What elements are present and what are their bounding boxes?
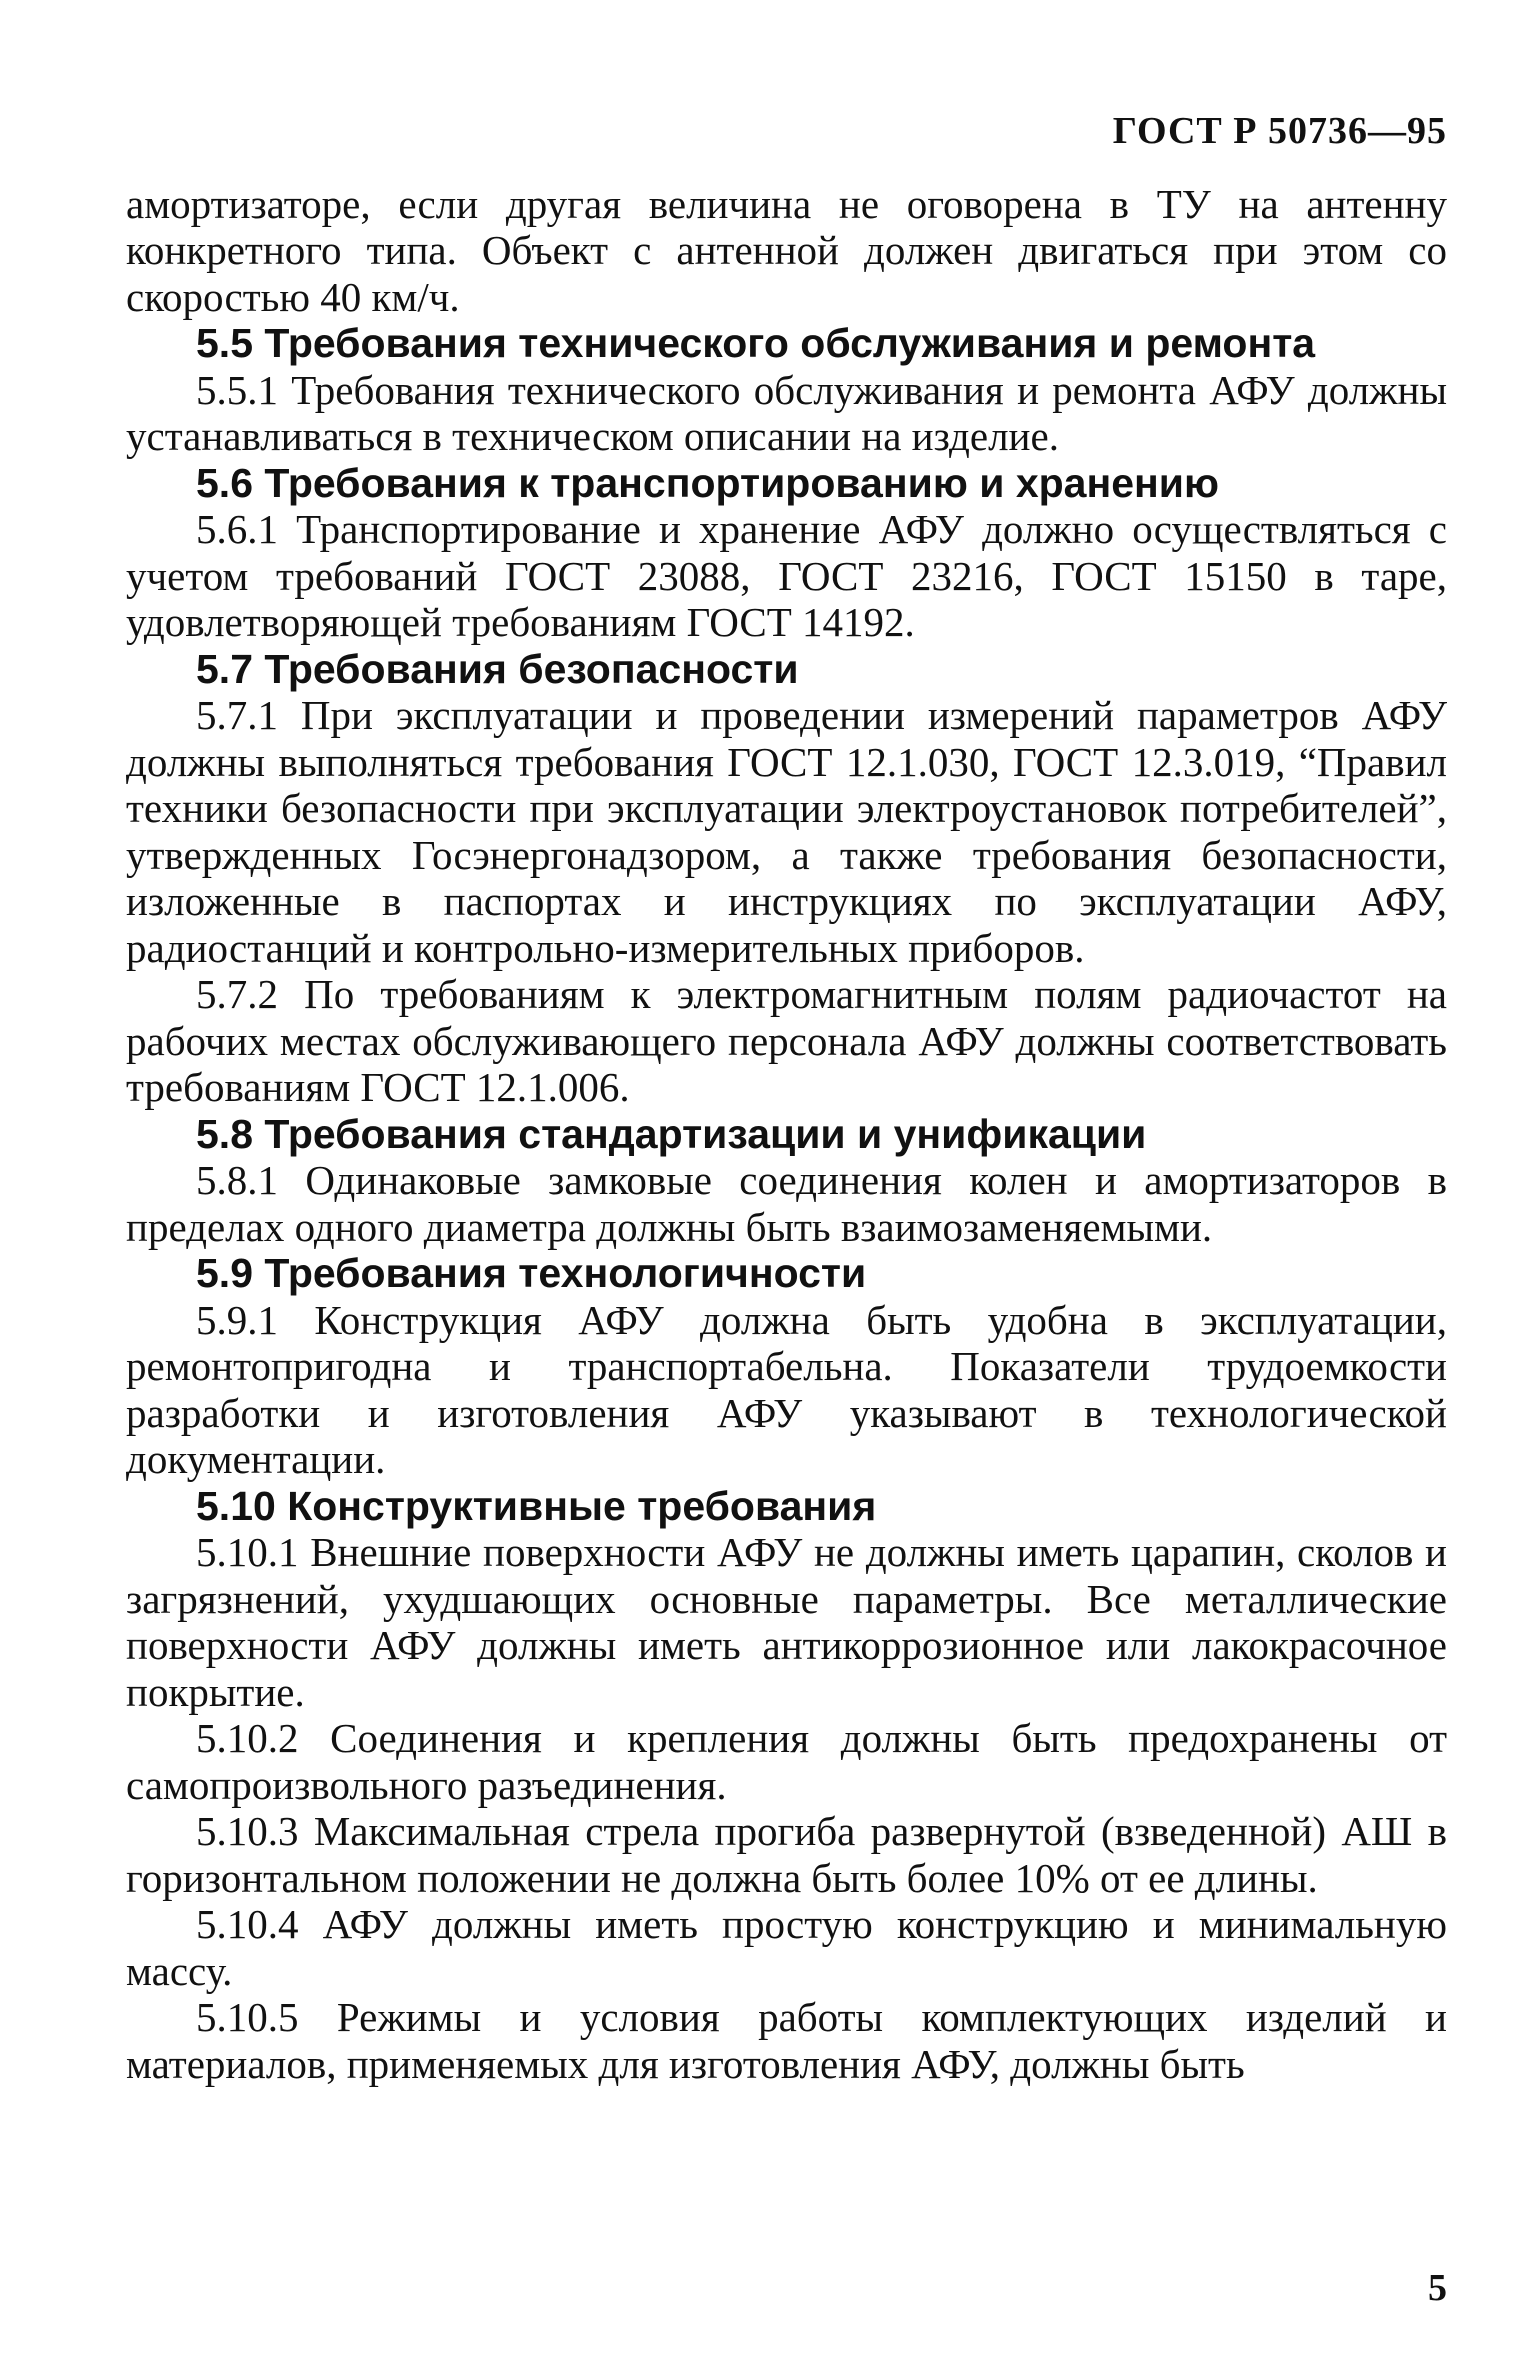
paragraph-5-10-5: 5.10.5 Режимы и условия работы комплектующих изделий и материалов, применяемых для изготовления АФУ, должны быть	[126, 1994, 1447, 2087]
section-heading-5-10: 5.10 Конструктивные требования	[196, 1482, 877, 1529]
document-body	[126, 181, 1447, 2088]
paragraph-5-6-1: 5.6.1 Транспортирование и хранение АФУ должно осуществляться с учетом требований ГОСТ 23088, ГОСТ 23216, ГОСТ 15150 в таре, удовлетворяющей требованиям ГОСТ 14192.	[126, 506, 1447, 645]
paragraph-5-8-1: 5.8.1 Одинаковые замковые соединения колен и амортизаторов в пределах одного диаметра должны быть взаимозаменяемыми.	[126, 1157, 1447, 1250]
section-heading-5-7: 5.7 Требования безопасности	[196, 645, 799, 692]
paragraph-5-7-1: 5.7.1 При эксплуатации и проведении измерений параметров АФУ должны выполняться требования ГОСТ 12.1.030, ГОСТ 12.3.019, “Правил техники безопасности при эксплуатации электроустановок потребителей”, утвержденных Госэнергонадзором, а также требования безопасности, изложенные в паспортах и инструкциях по эксплуатации АФУ, радиостанций и контрольно-измерительных приборов.	[126, 692, 1447, 971]
paragraph-5-7-2: 5.7.2 По требованиям к электромагнитным полям радиочастот на рабочих местах обслуживающего персонала АФУ должны соответствовать требованиям ГОСТ 12.1.006.	[126, 971, 1447, 1110]
paragraph-continuation: амортизаторе, если другая величина не оговорена в ТУ на антенну конкретного типа. Объект с антенной должен двигаться при этом со скоростью 40 км/ч.	[126, 180, 1447, 320]
paragraph-5-10-1: 5.10.1 Внешние поверхности АФУ не должны иметь царапин, сколов и загрязнений, ухудшающих основные параметры. Все металлические поверхности АФУ должны иметь антикоррозионное или лакокрасочное покрытие.	[126, 1529, 1447, 1715]
section-heading-5-6: 5.6 Требования к транспортированию и хранению	[196, 459, 1220, 506]
document-code-header: ГОСТ Р 50736—95	[1112, 110, 1447, 152]
page-number: 5	[1428, 2266, 1447, 2309]
paragraph-5-9-1: 5.9.1 Конструкция АФУ должна быть удобна в эксплуатации, ремонтопригодна и транспортабельна. Показатели трудоемкости разработки и изготовления АФУ указывают в технологической документации.	[126, 1296, 1447, 1482]
paragraph-5-10-2: 5.10.2 Соединения и крепления должны быть предохранены от самопроизвольного разъединения.	[126, 1715, 1447, 1808]
section-heading-5-5: 5.5 Требования технического обслуживания и ремонта	[196, 320, 1316, 366]
paragraph-5-10-4: 5.10.4 АФУ должны иметь простую конструкцию и минимальную массу.	[126, 1901, 1447, 1994]
section-heading-5-8: 5.8 Требования стандартизации и унификации	[196, 1110, 1147, 1157]
paragraph-5-5-1: 5.5.1 Требования технического обслуживания и ремонта АФУ должны устанавливаться в техническом описании на изделие.	[126, 366, 1447, 459]
section-heading-5-9: 5.9 Требования технологичности	[196, 1250, 867, 1296]
paragraph-5-10-3: 5.10.3 Максимальная стрела прогиба развернутой (взведенной) АШ в горизонтальном положении не должна быть более 10% от ее длины.	[126, 1808, 1447, 1901]
